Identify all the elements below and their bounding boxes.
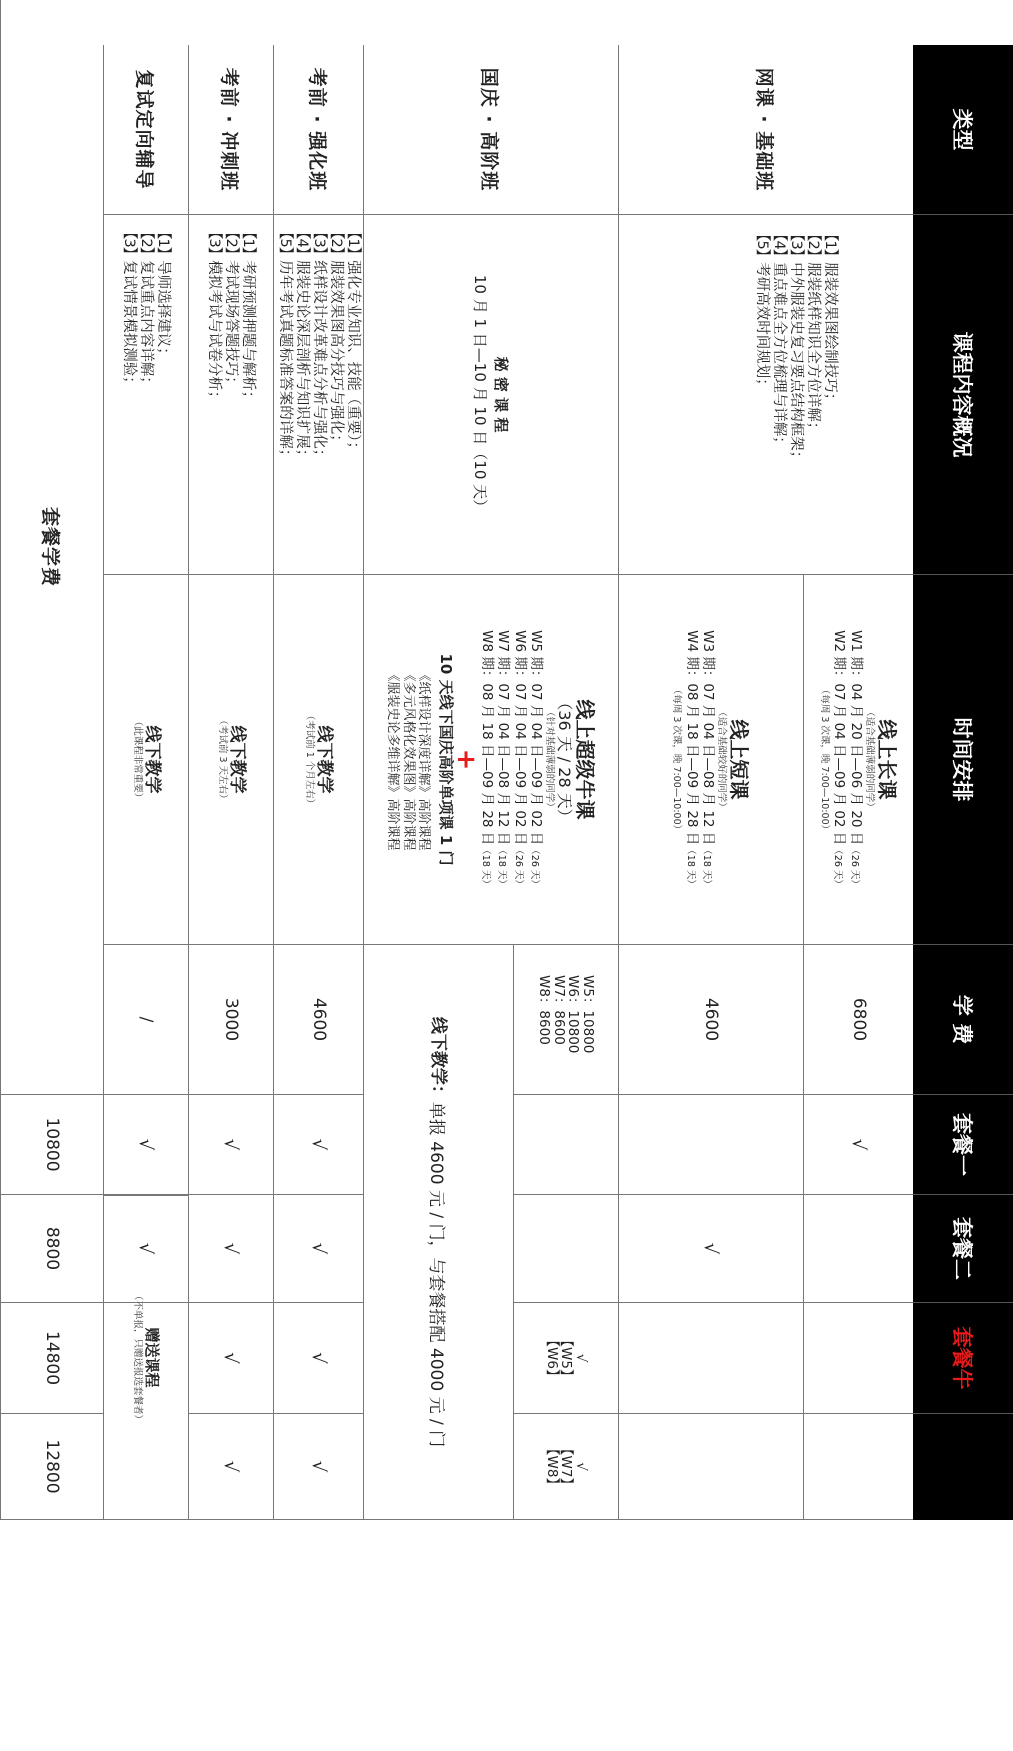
- header-content: 课程内容概况: [913, 215, 1013, 575]
- guoqing-fees: [513, 945, 618, 1095]
- list-item: 【1】导师选择建议；: [155, 225, 172, 362]
- header-package-1: 套餐一: [913, 1095, 1013, 1195]
- schedule-line: W3 期：07 月 04 日—08 月 12 日（18 天）: [700, 630, 717, 889]
- short-course-package-niu: [618, 1303, 803, 1414]
- list-item: 【3】中外服装史复习要点结构框架；: [788, 227, 804, 466]
- row-qianghua-content: [273, 215, 363, 575]
- list-item: 【1】服装效果图绘制技巧；: [822, 227, 838, 408]
- row-chongci-content: [188, 215, 273, 575]
- guoqing-package-2: [513, 1195, 618, 1303]
- schedule-line: W2 期：07 月 04 日—09 月 02 日（26 天）: [831, 630, 848, 889]
- row-chongci-fee: 3000: [188, 945, 273, 1095]
- header-package-2: 套餐二: [913, 1195, 1013, 1303]
- plus-sign: +: [451, 748, 482, 771]
- teaching-mode-note: （考试前 3 天左右）: [217, 715, 228, 804]
- row-guoqing-type: 国庆 · 高阶班: [363, 45, 618, 215]
- secret-course-label: 秘 密 课 程: [492, 356, 511, 433]
- schedule-line: W8 期：08 月 18 日—09 月 28 日（18 天）: [478, 630, 495, 889]
- check-mark: √: [572, 1353, 589, 1363]
- week-tag: 【W8】: [543, 1442, 560, 1491]
- long-course-fee: 6800: [803, 945, 913, 1095]
- list-item: 【5】考研高效时间规划；: [754, 227, 770, 393]
- schedule-line: W7 期：07 月 04 日—08 月 12 日（18 天）: [495, 630, 512, 889]
- long-course-schedule: [803, 575, 913, 945]
- guoqing-package-niu-a: [513, 1303, 618, 1414]
- fee-w5: W5：10800: [580, 975, 596, 1054]
- schedule-line: W1 期：04 月 20 日—06 月 20 日（26 天）: [848, 630, 864, 889]
- fee-w7: W7：8600: [551, 975, 567, 1045]
- row-guoqing-schedule: [363, 575, 618, 945]
- row-chongci-package-niu: √: [188, 1303, 273, 1414]
- teaching-mode: 线下教学: [314, 725, 335, 794]
- row-chongci-package-1: √: [188, 1095, 273, 1195]
- footer-package-niu-w5w6-total: 14800: [0, 1303, 103, 1414]
- row-fushi-package-1: √: [103, 1095, 188, 1195]
- list-item: 【4】重点难点全方位梳理与详解；: [771, 227, 787, 451]
- row-qianghua-type: 考前 · 强化班: [273, 45, 363, 215]
- check-mark: √: [572, 1462, 589, 1471]
- row-chongci-package-2: √: [188, 1195, 273, 1303]
- long-course-package-1: √: [803, 1095, 913, 1195]
- course-name: 《多元风格化效果图》高阶课程: [400, 668, 416, 851]
- short-course-package-4: [618, 1414, 803, 1520]
- list-item: 【2】服装效果图高分技巧与强化；: [328, 225, 344, 449]
- guoqing-package-niu-b: [513, 1414, 618, 1520]
- row-qianghua-fee: 4600: [273, 945, 363, 1095]
- teaching-mode: 线下教学: [227, 725, 247, 794]
- schedule-line: W5 期：07 月 04 日—09 月 02 日（26 天）: [528, 630, 545, 889]
- row-fushi-type: 复试定向辅导: [103, 45, 188, 215]
- schedule-line: W4 期：08 月 18 日—09 月 28 日（18 天）: [684, 630, 700, 889]
- short-course-package-1: [618, 1095, 803, 1195]
- header-type: 类型: [913, 45, 1013, 215]
- list-item: 【1】考研预测押题与解析；: [240, 225, 257, 406]
- row-qianghua-package-1: √: [273, 1095, 363, 1195]
- row-fushi-package-2: √: [103, 1195, 188, 1303]
- week-tag: 【W6】: [543, 1333, 560, 1383]
- row-chongci-type: 考前 · 冲刺班: [188, 45, 273, 215]
- row-qianghua-schedule: [273, 575, 363, 945]
- gift-course-note: （不单报，只赠送报选套餐者）: [132, 1290, 143, 1424]
- row-basic-type: 网课 · 基础班: [618, 45, 913, 215]
- list-item: 【3】纸样设计改革难点分析与强化；: [311, 225, 327, 464]
- list-item: 【2】复试重点内容详解；: [138, 225, 155, 391]
- list-item: 【2】考试现场答题技巧；: [223, 225, 240, 391]
- list-item: 【3】模拟考试与试卷分析；: [206, 225, 223, 406]
- list-item: 【3】复试情景模拟测验；: [121, 225, 138, 391]
- teaching-mode-note: （此课程非常重要）: [132, 716, 143, 803]
- header-fee: 学 费: [913, 945, 1013, 1095]
- footer-package-2-total: 8800: [0, 1195, 103, 1303]
- super-course-title: 线上超级牛课: [573, 699, 598, 820]
- short-course-fee: 4600: [618, 945, 803, 1095]
- super-course-sub: （36 天 / 28 天）: [555, 694, 575, 825]
- long-course-package-niu: [803, 1303, 913, 1414]
- row-fushi-content: [103, 215, 188, 575]
- teaching-mode: 线下教学: [142, 725, 162, 794]
- row-fushi-fee: /: [103, 945, 188, 1095]
- fee-w6: W6：10800: [565, 975, 582, 1054]
- header-extra: [913, 1414, 1013, 1520]
- row-qianghua-package-niu: √: [273, 1303, 363, 1414]
- short-course-title: 线上短课: [727, 719, 752, 800]
- header-package-niu: 套餐牛: [913, 1303, 1013, 1414]
- gift-course-cell: [103, 1195, 188, 1520]
- list-item: 【5】历年考试真题标准答案的详解；: [277, 225, 293, 464]
- long-course-package-4: [803, 1414, 913, 1520]
- row-chongci-schedule: [188, 575, 273, 945]
- schedule-line: W6 期：07 月 04 日—09 月 02 日（26 天）: [511, 630, 528, 889]
- long-course-note: （适合基础薄弱的同学）: [864, 707, 875, 812]
- row-basic-content: [618, 215, 913, 575]
- fee-w8: W8：8600: [536, 975, 553, 1045]
- course-name: 《服装史论多维详解》高阶课程: [385, 668, 401, 851]
- guoqing-package-1: [513, 1095, 618, 1195]
- offline-line: 10 天线下国庆高阶单项课 1 门: [437, 653, 456, 866]
- list-item: 【2】服装纸样知识全方位详解；: [805, 227, 821, 437]
- short-course-frequency: （每周 3 次课，晚 7:00—10:00）: [671, 684, 683, 835]
- course-name: 《纸样设计深度详解》高阶课程: [416, 668, 432, 851]
- short-course-package-2: √: [618, 1195, 803, 1303]
- short-course-schedule: [618, 575, 803, 945]
- gift-course-title: 赠送课程: [143, 1327, 161, 1388]
- guoqing-dates: 10 月 1 日—10 月 10 日（10 天）: [471, 274, 490, 515]
- row-chongci-package-4: √: [188, 1414, 273, 1520]
- offline-fee-text: 单报 4600 元 / 门，与套餐搭配 4000 元 / 门: [426, 1101, 446, 1448]
- long-course-package-2: [803, 1195, 913, 1303]
- footer-package-niu-w7w8-total: 12800: [0, 1414, 103, 1520]
- long-course-title: 线上长课: [875, 719, 899, 800]
- row-fushi-schedule: [103, 575, 188, 945]
- offline-fee-band: [363, 945, 513, 1520]
- short-course-note: （适合基础较好的同学）: [716, 707, 728, 812]
- footer-label: 套餐学费: [0, 0, 103, 1095]
- super-course-note: （针对基础薄弱的同学）: [544, 707, 556, 812]
- list-item: 【1】强化专业知识、技能（重要）；: [345, 225, 361, 456]
- header-schedule: 时间安排: [913, 575, 1013, 945]
- teaching-mode-note: （考试前 1 个月左右）: [304, 710, 316, 809]
- offline-fee-label: 线下教学：: [428, 1016, 449, 1102]
- week-tag: 【W5】: [558, 1333, 575, 1383]
- long-course-frequency: （每周 3 次课，晚 7:00—10:00）: [819, 684, 830, 835]
- footer-package-1-total: 10800: [0, 1095, 103, 1195]
- row-guoqing-content: [363, 215, 618, 575]
- row-qianghua-package-2: √: [273, 1195, 363, 1303]
- list-item: 【4】服装史论深层剖析与知识扩展；: [294, 225, 310, 464]
- row-qianghua-package-4: √: [273, 1414, 363, 1520]
- week-tag: 【W7】: [558, 1442, 575, 1491]
